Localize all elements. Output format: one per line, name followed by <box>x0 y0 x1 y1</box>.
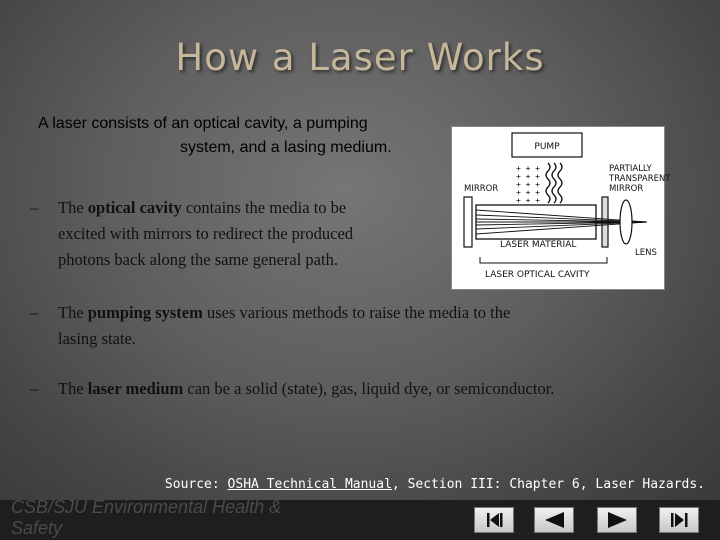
partial-mirror-label: MIRROR <box>609 184 644 194</box>
laser-diagram-svg <box>452 127 671 289</box>
bullet-dash: – <box>30 379 39 398</box>
previous-slide-icon <box>535 508 573 532</box>
photon-wave <box>546 163 550 203</box>
bullet-line: can be a solid (state), gas, liquid dye, or semiconductor. <box>183 379 555 398</box>
mirror-label: MIRROR <box>464 184 499 194</box>
bullet-dash: – <box>30 198 39 217</box>
bullet-line: uses various methods to raise the media to the <box>202 303 511 322</box>
bullet-text <box>58 376 658 402</box>
next-slide-button[interactable] <box>597 507 637 533</box>
svg-text:+ + +: + + + <box>516 188 541 197</box>
bullet-pre: The <box>58 303 88 322</box>
last-slide-button[interactable] <box>659 507 699 533</box>
pump-energy-marks <box>516 164 540 205</box>
cavity-label: LASER OPTICAL CAVITY <box>485 270 590 280</box>
bullet-line: photons back along the same general path. <box>58 250 338 269</box>
lens-label: LENS <box>635 248 657 258</box>
bullet-bold-term: laser medium <box>87 379 184 398</box>
footer-line-2: Safety <box>11 518 63 538</box>
svg-text:+ + +: + + + <box>516 164 541 173</box>
bullet-line: lasing state. <box>58 329 136 348</box>
next-slide-icon <box>598 508 636 532</box>
footer-line-1: CSB/SJU Environmental Health & <box>11 497 282 517</box>
first-slide-button[interactable] <box>474 507 514 533</box>
bullet-bold-term: optical cavity <box>87 198 182 217</box>
photon-wave <box>552 163 556 203</box>
bullet-text <box>58 300 618 352</box>
lens-shape <box>620 200 632 244</box>
source-suffix: , Section III: Chapter 6, Laser Hazards. <box>391 477 705 492</box>
svg-text:+ + +: + + + <box>516 196 541 205</box>
last-slide-icon <box>660 508 698 532</box>
full-mirror <box>464 197 472 247</box>
svg-text:+ + +: + + + <box>516 180 541 189</box>
partial-mirror-label: TRANSPARENT <box>609 174 671 184</box>
bullet-line: excited with mirrors to redirect the produced <box>58 224 354 243</box>
bullet-dash: – <box>30 303 39 322</box>
cavity-bracket <box>480 257 607 263</box>
partial-mirror-label: PARTIALLY <box>609 164 652 174</box>
intro-line-1: A laser consists of an optical cavity, a pumping <box>38 115 368 132</box>
bullet-line: contains the media to be <box>181 198 347 217</box>
photon-wave <box>558 163 562 203</box>
source-link[interactable]: OSHA Technical Manual <box>227 477 392 492</box>
intro-line-2: system, and a lasing medium. <box>180 139 392 156</box>
first-slide-icon <box>475 508 513 532</box>
slide-title: How a Laser Works <box>175 36 545 79</box>
source-prefix: Source: <box>164 477 228 492</box>
bullet-pre: The <box>58 198 88 217</box>
previous-slide-button[interactable] <box>534 507 574 533</box>
source-citation <box>0 477 705 492</box>
laser-diagram <box>451 126 671 290</box>
footer-text <box>11 497 351 539</box>
svg-text:+ + +: + + + <box>516 172 541 181</box>
bullet-text <box>58 195 403 273</box>
laser-material-label: LASER MATERIAL <box>500 240 577 250</box>
bullet-pre: The <box>58 379 88 398</box>
bullet-bold-term: pumping system <box>87 303 203 322</box>
intro-text <box>38 112 418 160</box>
pump-label: PUMP <box>534 142 560 152</box>
